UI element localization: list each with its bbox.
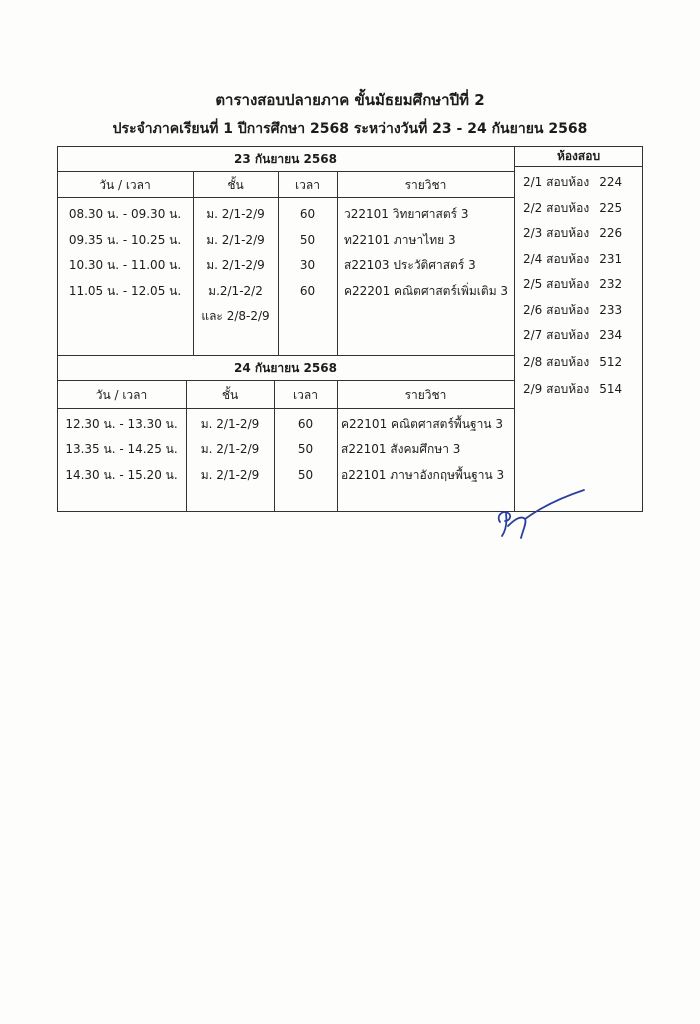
list-item <box>523 327 622 343</box>
room-number: 226 <box>599 226 623 240</box>
column-header-subject: รายวิชา <box>404 178 447 192</box>
room-label: 2/5 สอบห้อง <box>523 277 590 291</box>
list-item <box>523 174 622 190</box>
room-number: 224 <box>599 175 623 189</box>
table-row-grade: ม. 2/1-2/9 <box>206 207 265 221</box>
table-row-time: 08.30 น. - 09.30 น. <box>68 207 182 221</box>
column-header-time: วัน / เวลา <box>99 178 151 192</box>
list-item <box>523 251 622 267</box>
room-label: 2/8 สอบห้อง <box>523 355 590 369</box>
room-number: 233 <box>599 303 623 317</box>
room-label: 2/9 สอบห้อง <box>523 382 590 396</box>
room-number: 231 <box>599 252 623 266</box>
room-number: 514 <box>599 382 623 396</box>
divider-day2-date-bottom <box>57 380 514 381</box>
list-item <box>523 225 622 241</box>
table-row-grade: ม. 2/1-2/9 <box>206 258 265 272</box>
divider-day2-date <box>57 355 514 356</box>
room-label: 2/4 สอบห้อง <box>523 252 590 266</box>
room-label: 2/2 สอบห้อง <box>523 201 590 215</box>
table-row-time: 13.35 น. - 14.25 น. <box>65 442 178 456</box>
table-row-duration: 50 <box>299 233 316 247</box>
room-label: 2/1 สอบห้อง <box>523 175 590 189</box>
table-row-grade-extra: และ 2/8-2/9 <box>201 309 270 323</box>
table-row-grade: ม. 2/1-2/9 <box>206 233 265 247</box>
column-header-subject: รายวิชา <box>404 388 447 402</box>
page-title: ตารางสอบปลายภาค ขั้นมัธยมศึกษาปีที่ 2 <box>215 91 485 109</box>
divider-rooms-header <box>514 166 643 167</box>
table-row-subject: ส22101 สังคมศึกษา 3 <box>341 442 461 456</box>
table-row-time: 10.30 น. - 11.00 น. <box>68 258 182 272</box>
list-item <box>523 354 622 370</box>
table-row-subject: ท22101 ภาษาไทย 3 <box>344 233 456 247</box>
room-number: 232 <box>599 277 623 291</box>
table-row-grade: ม. 2/1-2/9 <box>200 417 260 431</box>
table-row-time: 11.05 น. - 12.05 น. <box>68 284 182 298</box>
divider-day1-date <box>57 171 514 172</box>
day2-date: 24 กันยายน 2568 <box>234 361 337 375</box>
table-row-subject: ค22101 คณิตศาสตร์พื้นฐาน 3 <box>341 417 504 431</box>
room-label: 2/3 สอบห้อง <box>523 226 590 240</box>
table-row-grade: ม. 2/1-2/9 <box>200 468 260 482</box>
table-row-grade: ม.2/1-2/2 <box>208 284 263 298</box>
table-row-duration: 60 <box>297 417 314 431</box>
list-item <box>523 200 622 216</box>
room-label: 2/6 สอบห้อง <box>523 303 590 317</box>
table-row-time: 12.30 น. - 13.30 น. <box>65 417 178 431</box>
column-header-time: วัน / เวลา <box>95 388 148 402</box>
list-item <box>523 302 622 318</box>
divider-day2-header <box>57 408 514 409</box>
table-row-duration: 50 <box>297 468 314 482</box>
divider-day1-header <box>57 197 514 198</box>
table-row-subject: ค22201 คณิตศาสตร์เพิ่มเติม 3 <box>344 284 509 298</box>
room-number: 512 <box>599 355 623 369</box>
day1-date: 23 กันยายน 2568 <box>234 152 337 166</box>
table-row-time: 14.30 น. - 15.20 น. <box>65 468 178 482</box>
table-row-grade: ม. 2/1-2/9 <box>200 442 260 456</box>
table-row-duration: 60 <box>299 284 316 298</box>
list-item <box>523 276 622 292</box>
divider-col3-day1 <box>337 171 338 355</box>
table-row-duration: 50 <box>297 442 314 456</box>
page-subtitle: ประจำภาคเรียนที่ 1 ปีการศึกษา 2568 ระหว่างวันที่ 23 - 24 กันยายน 2568 <box>112 121 588 137</box>
table-row-duration: 30 <box>299 258 316 272</box>
table-row-subject: ส22103 ประวัติศาสตร์ 3 <box>344 258 476 272</box>
signature <box>488 486 588 542</box>
rooms-header: ห้องสอบ <box>556 149 601 163</box>
table-row-subject: อ22101 ภาษาอังกฤษพื้นฐาน 3 <box>341 468 505 482</box>
room-label: 2/7 สอบห้อง <box>523 328 590 342</box>
column-header-grade: ชั้น <box>221 388 239 402</box>
column-header-duration: เวลา <box>293 388 318 402</box>
column-header-duration: เวลา <box>295 178 320 192</box>
table-row-time: 09.35 น. - 10.25 น. <box>68 233 182 247</box>
list-item <box>523 381 622 397</box>
table-row-subject: ว22101 วิทยาศาสตร์ 3 <box>344 207 469 221</box>
divider-rooms <box>514 146 515 512</box>
table-row-duration: 60 <box>299 207 316 221</box>
room-number: 234 <box>599 328 623 342</box>
room-number: 225 <box>599 201 623 215</box>
column-header-grade: ชั้น <box>227 178 244 192</box>
